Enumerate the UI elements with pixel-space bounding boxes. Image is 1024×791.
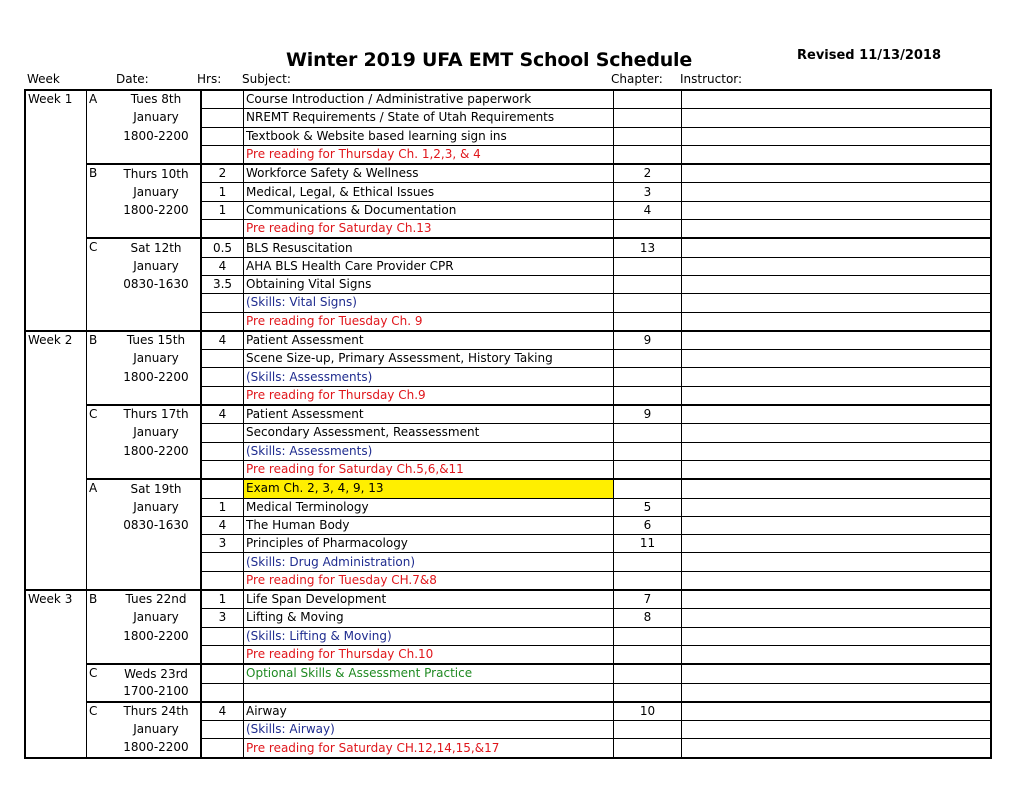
section-letter: C	[87, 238, 113, 330]
instructor-cell	[682, 645, 992, 664]
schedule-row	[25, 90, 991, 109]
schedule-row	[25, 201, 991, 219]
week-label: Week 1	[25, 90, 87, 331]
schedule-body	[25, 90, 991, 758]
header-subject: Subject:	[242, 72, 291, 86]
date-cell: January	[133, 184, 179, 199]
hrs-cell	[201, 645, 244, 664]
instructor-cell	[682, 498, 992, 516]
chapter-cell	[614, 368, 682, 386]
instructor-cell	[682, 109, 992, 127]
instructor-cell	[682, 145, 992, 164]
schedule-row	[25, 683, 991, 702]
schedule-row	[25, 479, 991, 498]
instructor-cell	[682, 627, 992, 645]
hrs-cell	[201, 460, 244, 479]
instructor-cell	[682, 350, 992, 368]
schedule-row	[25, 645, 991, 664]
subject-cell: Pre reading for Saturday CH.12,14,15,&17	[244, 739, 614, 758]
instructor-cell	[682, 553, 992, 571]
chapter-cell	[614, 90, 682, 109]
schedule-row	[25, 405, 991, 424]
hrs-cell	[201, 479, 244, 498]
hrs-cell: 0.5	[201, 238, 244, 257]
chapter-cell	[614, 145, 682, 164]
subject-cell: Secondary Assessment, Reassessment	[244, 424, 614, 442]
hrs-cell: 3	[201, 535, 244, 553]
date-cell: Tues 22nd	[112, 590, 201, 609]
schedule-row	[25, 164, 991, 183]
section-letter: B	[87, 331, 113, 405]
date-cell: 1800-2200	[123, 202, 189, 217]
instructor-cell	[682, 424, 992, 442]
hrs-cell	[201, 739, 244, 758]
hrs-cell: 4	[201, 331, 244, 350]
date-cell	[112, 220, 201, 239]
hrs-cell: 1	[201, 183, 244, 201]
schedule-row	[25, 553, 991, 571]
date-cell: January	[133, 425, 179, 440]
chapter-cell	[614, 460, 682, 479]
chapter-cell	[614, 350, 682, 368]
chapter-cell: 13	[614, 238, 682, 257]
subject-cell: (Skills: Assessments)	[244, 442, 614, 460]
date-cell: 0830-1630	[123, 517, 189, 532]
subject-cell	[244, 683, 614, 702]
instructor-cell	[682, 127, 992, 145]
date-cell: January	[133, 351, 179, 366]
hrs-cell	[201, 127, 244, 145]
chapter-cell	[614, 312, 682, 331]
chapter-cell	[614, 386, 682, 405]
schedule-row	[25, 460, 991, 479]
date-cell: January	[133, 499, 179, 514]
date-cell: Weds 23rd	[112, 664, 201, 683]
chapter-cell: 4	[614, 201, 682, 219]
instructor-cell	[682, 479, 992, 498]
schedule-row	[25, 294, 991, 312]
date-cell	[112, 645, 201, 664]
date-cell	[112, 553, 201, 571]
page-title: Winter 2019 UFA EMT School Schedule	[286, 49, 693, 71]
hrs-cell: 1	[201, 201, 244, 219]
chapter-cell: 2	[614, 164, 682, 183]
hrs-cell	[201, 683, 244, 702]
hrs-cell: 4	[201, 516, 244, 534]
section-letter: C	[87, 405, 113, 479]
date-cell: Thurs 17th	[112, 405, 201, 424]
subject-cell: Optional Skills & Assessment Practice	[244, 664, 614, 683]
schedule-row	[25, 145, 991, 164]
hrs-cell	[201, 571, 244, 590]
instructor-cell	[682, 238, 992, 257]
date-cell: Thurs 10th	[112, 164, 201, 183]
subject-cell: Pre reading for Saturday Ch.5,6,&11	[244, 460, 614, 479]
hrs-cell	[201, 90, 244, 109]
schedule-row	[25, 312, 991, 331]
chapter-cell	[614, 553, 682, 571]
header-date: Date:	[116, 72, 149, 86]
date-cell	[112, 312, 201, 331]
header-chapter: Chapter:	[611, 72, 663, 86]
schedule-row	[25, 331, 991, 350]
subject-cell: AHA BLS Health Care Provider CPR	[244, 257, 614, 275]
subject-cell: Life Span Development	[244, 590, 614, 609]
chapter-cell	[614, 721, 682, 739]
section-letter: B	[87, 164, 113, 238]
date-cell: Sat 12th	[112, 238, 201, 257]
hrs-cell	[201, 442, 244, 460]
date-cell	[112, 145, 201, 164]
date-cell: January	[133, 722, 179, 737]
subject-cell: Textbook & Website based learning sign ins	[244, 127, 614, 145]
date-cell: 1800-2200	[123, 740, 189, 755]
hrs-cell	[201, 386, 244, 405]
section-letter: C	[87, 702, 113, 758]
date-cell: Sat 19th	[112, 479, 201, 498]
subject-cell: (Skills: Airway)	[244, 721, 614, 739]
date-cell: 1800-2200	[123, 369, 189, 384]
hrs-cell: 4	[201, 405, 244, 424]
chapter-cell	[614, 109, 682, 127]
date-cell	[112, 535, 201, 553]
schedule-row	[25, 516, 991, 534]
header-week: Week	[27, 72, 60, 86]
instructor-cell	[682, 702, 992, 721]
subject-cell: Lifting & Moving	[244, 609, 614, 627]
instructor-cell	[682, 164, 992, 183]
section-letter: A	[87, 479, 113, 590]
section-letter: C	[87, 664, 113, 702]
chapter-cell: 9	[614, 331, 682, 350]
chapter-cell: 7	[614, 590, 682, 609]
hrs-cell: 4	[201, 257, 244, 275]
hrs-cell	[201, 553, 244, 571]
instructor-cell	[682, 294, 992, 312]
hrs-cell: 3.5	[201, 275, 244, 293]
schedule-row	[25, 609, 991, 627]
subject-cell: Pre reading for Thursday Ch.10	[244, 645, 614, 664]
instructor-cell	[682, 386, 992, 405]
chapter-cell	[614, 683, 682, 702]
instructor-cell	[682, 183, 992, 201]
hrs-cell: 3	[201, 609, 244, 627]
date-cell: Tues 8th	[112, 90, 201, 109]
instructor-cell	[682, 368, 992, 386]
subject-cell: Exam Ch. 2, 3, 4, 9, 13	[244, 479, 614, 498]
schedule-row	[25, 183, 991, 201]
hrs-cell	[201, 368, 244, 386]
date-cell	[112, 571, 201, 590]
week-label: Week 3	[25, 590, 87, 758]
instructor-cell	[682, 442, 992, 460]
schedule-row	[25, 702, 991, 721]
schedule-row	[25, 109, 991, 127]
schedule-row	[25, 590, 991, 609]
hrs-cell	[201, 312, 244, 331]
instructor-cell	[682, 609, 992, 627]
subject-cell: Scene Size-up, Primary Assessment, History Taking	[244, 350, 614, 368]
schedule-row	[25, 498, 991, 516]
header-instructor: Instructor:	[680, 72, 743, 86]
schedule-row	[25, 721, 991, 739]
chapter-cell	[614, 424, 682, 442]
chapter-cell	[614, 739, 682, 758]
date-cell: Thurs 24th	[112, 702, 201, 721]
schedule-row	[25, 220, 991, 239]
chapter-cell: 6	[614, 516, 682, 534]
schedule-row	[25, 442, 991, 460]
week-label: Week 2	[25, 331, 87, 590]
instructor-cell	[682, 516, 992, 534]
chapter-cell: 11	[614, 535, 682, 553]
hrs-cell: 4	[201, 702, 244, 721]
chapter-cell	[614, 294, 682, 312]
subject-cell: Pre reading for Saturday Ch.13	[244, 220, 614, 239]
subject-cell: (Skills: Drug Administration)	[244, 553, 614, 571]
subject-cell: (Skills: Vital Signs)	[244, 294, 614, 312]
subject-cell: Course Introduction / Administrative paperwork	[244, 90, 614, 109]
date-cell	[112, 294, 201, 312]
chapter-cell	[614, 442, 682, 460]
instructor-cell	[682, 201, 992, 219]
schedule-row	[25, 238, 991, 257]
hrs-cell	[201, 721, 244, 739]
date-cell: 1700-2100	[123, 684, 189, 699]
chapter-cell	[614, 664, 682, 683]
instructor-cell	[682, 739, 992, 758]
hrs-cell: 1	[201, 498, 244, 516]
hrs-cell: 2	[201, 164, 244, 183]
hrs-cell	[201, 664, 244, 683]
date-cell: 0830-1630	[123, 277, 189, 292]
subject-cell: Pre reading for Tuesday CH.7&8	[244, 571, 614, 590]
schedule-row	[25, 664, 991, 683]
instructor-cell	[682, 664, 992, 683]
schedule-row	[25, 571, 991, 590]
subject-cell: Airway	[244, 702, 614, 721]
subject-cell: Principles of Pharmacology	[244, 535, 614, 553]
chapter-cell: 9	[614, 405, 682, 424]
section-letter: A	[87, 90, 113, 164]
date-cell	[112, 386, 201, 405]
chapter-cell	[614, 275, 682, 293]
hrs-cell	[201, 424, 244, 442]
subject-cell: Patient Assessment	[244, 405, 614, 424]
header-hrs: Hrs:	[197, 72, 222, 86]
date-cell: Tues 15th	[112, 331, 201, 350]
schedule-row	[25, 535, 991, 553]
schedule-row	[25, 386, 991, 405]
date-cell	[112, 460, 201, 479]
instructor-cell	[682, 275, 992, 293]
instructor-cell	[682, 721, 992, 739]
chapter-cell: 3	[614, 183, 682, 201]
chapter-cell	[614, 257, 682, 275]
subject-cell: Patient Assessment	[244, 331, 614, 350]
date-cell: January	[133, 610, 179, 625]
subject-cell: BLS Resuscitation	[244, 238, 614, 257]
subject-cell: (Skills: Lifting & Moving)	[244, 627, 614, 645]
subject-cell: The Human Body	[244, 516, 614, 534]
instructor-cell	[682, 571, 992, 590]
instructor-cell	[682, 683, 992, 702]
revised-date: Revised 11/13/2018	[797, 48, 942, 63]
hrs-cell	[201, 350, 244, 368]
hrs-cell	[201, 627, 244, 645]
schedule-row	[25, 275, 991, 293]
instructor-cell	[682, 90, 992, 109]
chapter-cell	[614, 220, 682, 239]
schedule-row	[25, 627, 991, 645]
subject-cell: NREMT Requirements / State of Utah Requirements	[244, 109, 614, 127]
instructor-cell	[682, 220, 992, 239]
subject-cell: Medical Terminology	[244, 498, 614, 516]
subject-cell: Pre reading for Tuesday Ch. 9	[244, 312, 614, 331]
subject-cell: Pre reading for Thursday Ch.9	[244, 386, 614, 405]
subject-cell: Pre reading for Thursday Ch. 1,2,3, & 4	[244, 145, 614, 164]
hrs-cell	[201, 109, 244, 127]
chapter-cell: 8	[614, 609, 682, 627]
subject-cell: Medical, Legal, & Ethical Issues	[244, 183, 614, 201]
instructor-cell	[682, 257, 992, 275]
schedule-row	[25, 368, 991, 386]
schedule-table	[24, 89, 992, 759]
section-letter: B	[87, 590, 113, 664]
date-cell: 1800-2200	[123, 128, 189, 143]
instructor-cell	[682, 590, 992, 609]
hrs-cell	[201, 220, 244, 239]
schedule-row	[25, 350, 991, 368]
date-cell: January	[133, 110, 179, 125]
date-cell: January	[133, 258, 179, 273]
instructor-cell	[682, 535, 992, 553]
schedule-row	[25, 424, 991, 442]
instructor-cell	[682, 405, 992, 424]
subject-cell: Communications & Documentation	[244, 201, 614, 219]
chapter-cell: 10	[614, 702, 682, 721]
instructor-cell	[682, 331, 992, 350]
chapter-cell	[614, 127, 682, 145]
chapter-cell	[614, 645, 682, 664]
hrs-cell	[201, 145, 244, 164]
schedule-row	[25, 127, 991, 145]
hrs-cell: 1	[201, 590, 244, 609]
chapter-cell: 5	[614, 498, 682, 516]
chapter-cell	[614, 571, 682, 590]
schedule-row	[25, 739, 991, 758]
date-cell: 1800-2200	[123, 628, 189, 643]
subject-cell: (Skills: Assessments)	[244, 368, 614, 386]
date-cell: 1800-2200	[123, 443, 189, 458]
subject-cell: Obtaining Vital Signs	[244, 275, 614, 293]
schedule-row	[25, 257, 991, 275]
instructor-cell	[682, 312, 992, 331]
chapter-cell	[614, 627, 682, 645]
subject-cell: Workforce Safety & Wellness	[244, 164, 614, 183]
chapter-cell	[614, 479, 682, 498]
instructor-cell	[682, 460, 992, 479]
hrs-cell	[201, 294, 244, 312]
